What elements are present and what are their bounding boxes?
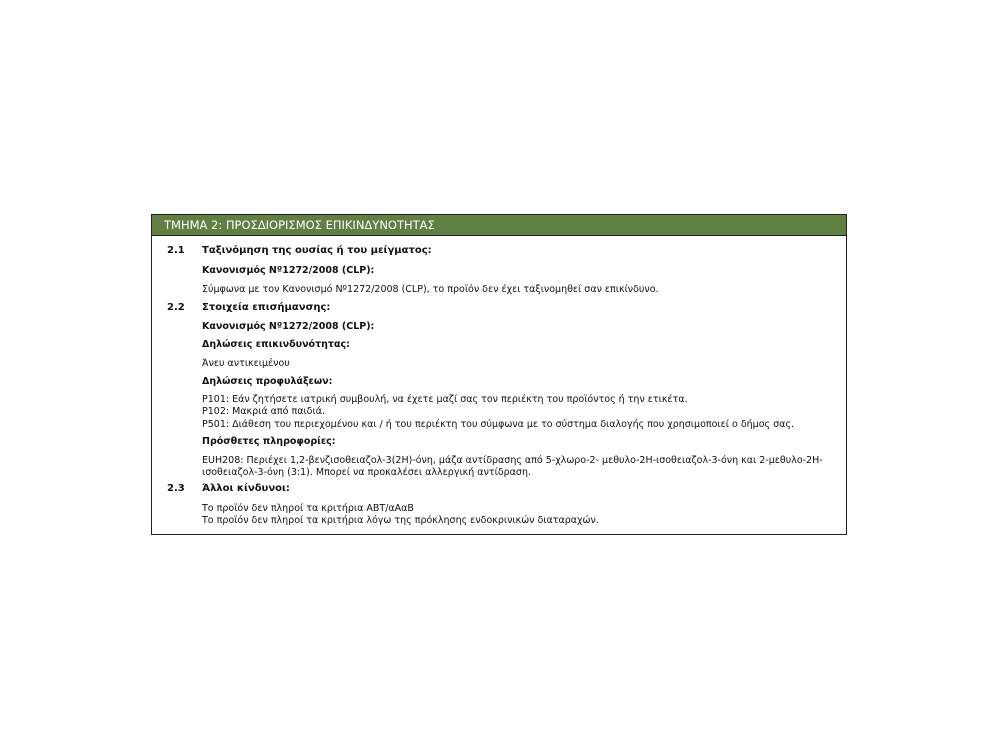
section-title: ΤΜΗΜΑ 2: ΠΡΟΣΔΙΟΡΙΣΜΟΣ ΕΠΙΚΙΝΔΥΝΟΤΗΤΑΣ (152, 215, 846, 236)
s21-heading: Ταξινόμηση της ουσίας ή του μείγματος: (202, 245, 432, 256)
s23-number: 2.3 (167, 483, 185, 494)
s21-regulation: Κανονισμός Nº1272/2008 (CLP): (202, 265, 375, 276)
precaution-p501: P501: Διάθεση του περιεχομένου και / ή του περιέκτη του σύμφωνα με το σύστημα διαλογής που χρησιμοποιεί ο δήμος σας. (202, 419, 794, 430)
s22-number: 2.2 (167, 302, 185, 313)
s21-number: 2.1 (167, 245, 185, 256)
euh208-line-1: EUH208: Περιέχει 1,2-βενζισοθειαζολ-3(2H)-όνη, μάζα αντίδρασης από 5-χλωρο-2- μεθυλο-2H-ισοθειαζολ-3-όνη και 2-μεθυλο-2H- (202, 455, 823, 466)
hazard-statements-heading: Δηλώσεις επικινδυνότητας: (202, 339, 350, 350)
hazards-section (151, 214, 847, 535)
s23-line-2: Το προϊόν δεν πληροί τα κριτήρια λόγω της πρόκλησης ενδοκρινικών διαταραχών. (202, 515, 599, 526)
hazard-statements-text: Άνευ αντικειμένου (202, 358, 290, 369)
s22-heading: Στοιχεία επισήμανσης: (202, 302, 331, 313)
s22-regulation: Κανονισμός Nº1272/2008 (CLP): (202, 321, 375, 332)
precaution-p102: P102: Μακριά από παιδιά. (202, 406, 325, 417)
s23-heading: Άλλοι κίνδυνοι: (202, 483, 290, 494)
s23-line-1: Το προϊόν δεν πληροί τα κριτήρια ΑΒΤ/αΑαΒ (202, 503, 414, 514)
s21-text: Σύμφωνα με τον Κανονισμό Nº1272/2008 (CLP), το προϊόν δεν έχει ταξινομηθεί σαν επικίνδυνο. (202, 284, 659, 295)
precaution-p101: P101: Εάν ζητήσετε ιατρική συμβουλή, να έχετε μαζί σας τον περιέκτη του προϊόντος ή την ετικέτα. (202, 394, 688, 405)
precaution-statements-heading: Δηλώσεις προφυλάξεων: (202, 376, 333, 387)
additional-info-heading: Πρόσθετες πληροφορίες: (202, 436, 336, 447)
euh208-line-2: ισοθειαζολ-3-όνη (3:1). Μπορεί να προκαλέσει αλλεργική αντίδραση. (202, 467, 531, 478)
